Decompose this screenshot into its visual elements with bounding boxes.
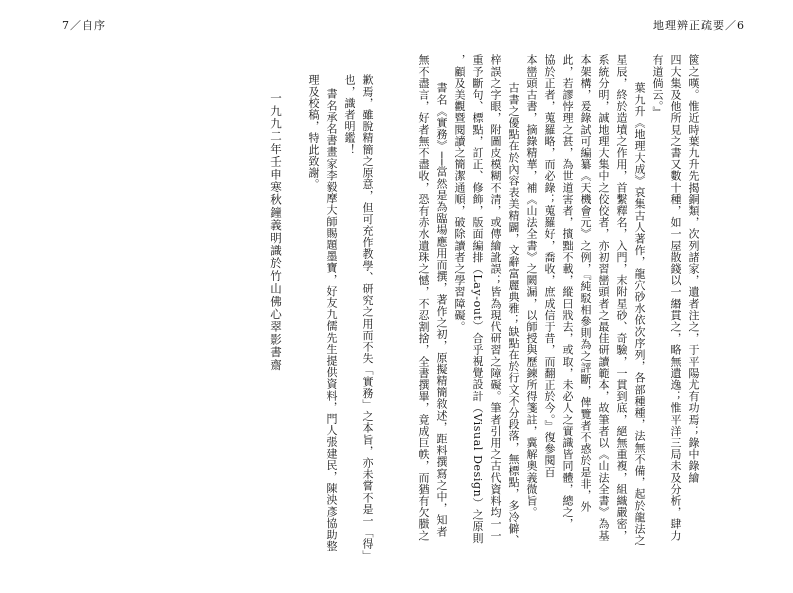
text-column: ，顧及美觀暨閱讀之簡潔通順，破除讀者之學習障礙。 [453, 54, 466, 333]
text-column: 古書之優點在於內容表美精闢，文辭富麗典雅；缺點在於行文不分段落，無標點，多冷僻、 [507, 82, 520, 546]
text-column: 四大集及他所見之書又數十種，如一屋散錢以一緡貫之，略無遺逸；惟平洋三局未及分析，肆力 [669, 54, 682, 542]
right-page [397, 0, 793, 593]
text-column: 本巒頭古書，摘錄精華，補《山法全書》之闕漏，以師授與歷鍊所得箋註，冀解奧義微旨。 [525, 54, 538, 518]
text-column: 也，識者明鑑！ [343, 74, 356, 156]
text-column: 本架構，爰錄試可編纂《天機會元》之例，『純駁相參則為之評斷，俾覽者不惑於是非，外 [579, 54, 592, 513]
text-column: 書名承名書畫家李毅摩大師賜題墨寶，好友九儒先生提供資料，門人張建民，陳泱彥協助整 [325, 88, 338, 552]
text-column: 書名《實務》──當然是為臨場應用而撰，著作之初，原擬精簡敘述，距料撰寫之中，知者 [435, 82, 448, 538]
text-column: 系統分明，誠地理大集中之佼佼者，亦初習巒頭者之最佳研讀範本，故筆者以《山法全書》為基 [597, 54, 610, 542]
signature-line: 一九九二年壬申寒秋鐘義明識於竹山佛心翠影書齋 [269, 92, 283, 372]
text-column: 重予斷句、標點，訂正、修飾，版面編排（Lay-out）合乎視覺設計（Visual Design）之原則 [471, 54, 484, 544]
text-column: 葉九升《地理大成》哀集古人著作，龍穴砂水依次序列，各部種種，法無不備，起於龍法之 [633, 82, 646, 546]
text-column: 星辰，終於造墳之作用，首繫釋名，入門，末附星砂、奇驗，一貫到底，絕無重複，組織嚴密， [615, 54, 628, 542]
text-column: 歉焉，雖脫精簡之原意，但可充作教學、研究之用而不失「實務」之本旨，亦未嘗不是一「得」 [361, 74, 374, 562]
text-column: 無不盡言，好者無不盡收，恐有赤水遺珠之憾，不忍割捨，全書撰畢，竟成巨帙，而猶有欠臌之 [417, 54, 430, 542]
text-column: 理及校稿，特此致謝。 [307, 74, 320, 190]
text-column: 篋之嘆。惟近時葉九升先揭銅類，次列諸家，遺者注之，于平陽尤有功焉；錄中錄繪 [687, 54, 700, 484]
page-header-right: 地理辨正疏要／6 [653, 19, 745, 32]
text-column: 有道倘云。』 [651, 54, 664, 119]
page-header-left: 7／自序 [62, 19, 106, 32]
text-column: 此，若謬悖理之甚，為世道害者，擯黜不載，縱曰戕去，或取，未必人之實識皆同體，總之， [561, 54, 574, 530]
text-column: 協於正者，蒐羅略，而必錄；蒐羅好，喬收，庶成信于昔，而翻正於今。』復參閱百 [543, 54, 556, 478]
text-column: 梓誤之字眼，附圖皮模糊不清，或傳繪訛誤；皆為現代研習之障礙。筆者引用之古代資料均一一 [489, 54, 502, 542]
